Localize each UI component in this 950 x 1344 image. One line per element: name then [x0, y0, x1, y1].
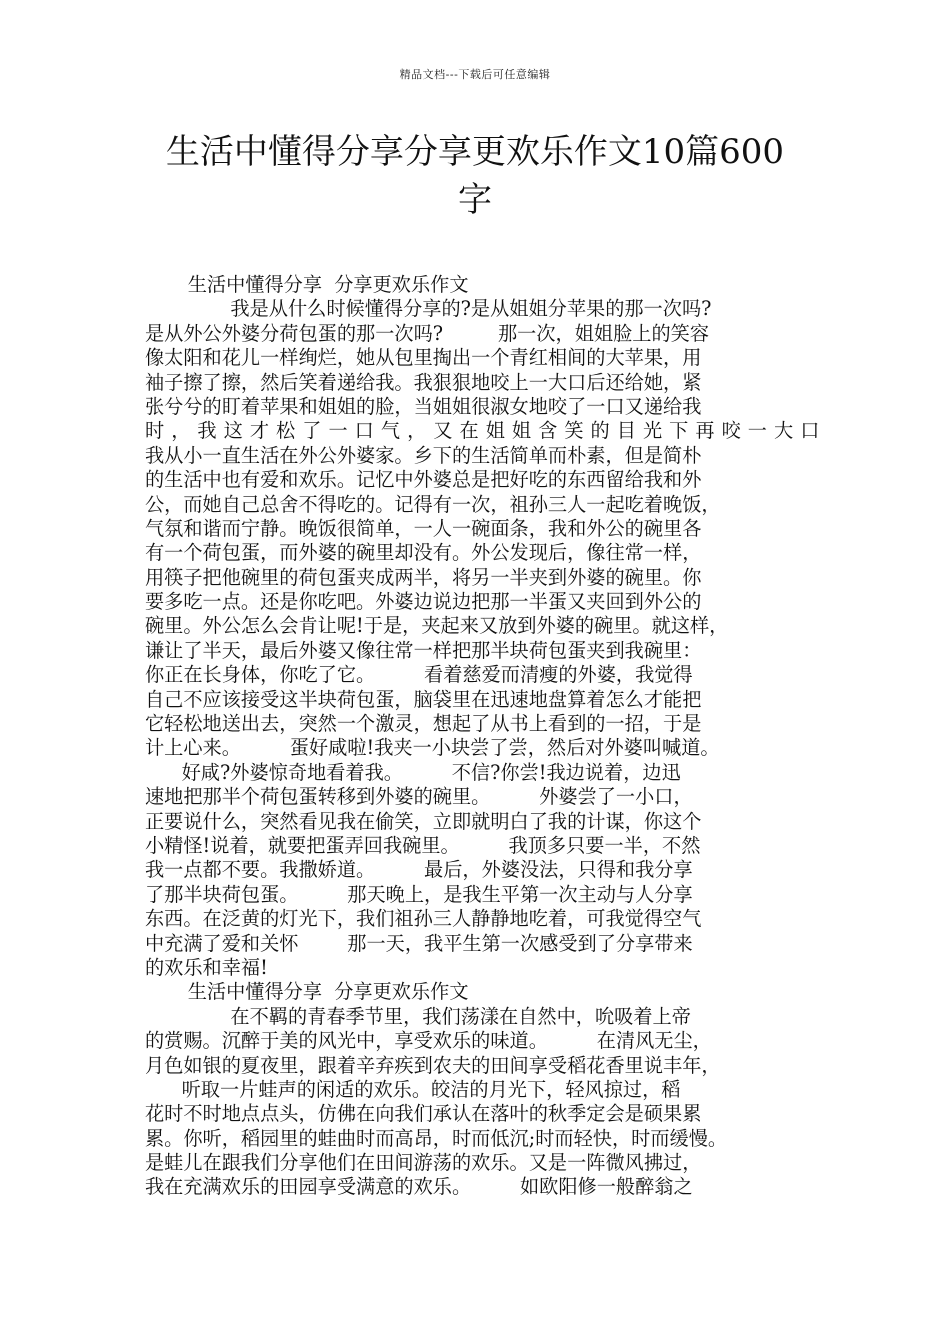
- body-line: 我一点都不要。我撒娇道。 最后，外婆没法，只得和我分享: [145, 858, 693, 882]
- body-line: 我是从什么时候懂得分享的?是从姐姐分苹果的那一次吗?: [145, 297, 712, 321]
- body-line: 气氛和谐而宁静。晚饭很简单，一人一碗面条，我和外公的碗里各: [145, 516, 702, 540]
- body-line: 我从小一直生活在外公外婆家。乡下的生活简单而朴素，但是简朴: [145, 443, 702, 467]
- body-line: 听取一片蛙声的闲适的欢乐。皎洁的月光下，轻风掠过，稻: [145, 1077, 681, 1101]
- body-line: 公，而她自己总舍不得吃的。记得有一次，祖孙三人一起吃着晚饭，: [145, 492, 721, 516]
- body-line: 它轻松地送出去，突然一个激灵，想起了从书上看到的一招，于是: [145, 712, 702, 736]
- body-line: 了那半块荷包蛋。 那天晚上，是我生平第一次主动与人分享: [145, 882, 693, 906]
- body-line: 是蛙儿在跟我们分享他们在田间游荡的欢乐。又是一阵微风拂过，: [145, 1151, 702, 1175]
- body-line: 生活中懂得分享 分享更欢乐作文: [145, 980, 469, 1004]
- title-line: 字: [458, 180, 492, 220]
- body-line: 自己不应该接受这半块荷包蛋，脑袋里在迅速地盘算着怎么才能把: [145, 687, 702, 711]
- body-line: 在不羁的青春季节里，我们荡漾在自然中，吮吸着上帝: [145, 1004, 691, 1028]
- body-line: 东西。在泛黄的灯光下，我们祖孙三人静静地吃着，可我觉得空气: [145, 907, 702, 931]
- body-line: 谦让了半天，最后外婆又像往常一样把那半块荷包蛋夹到我碗里：: [145, 638, 702, 662]
- body-line: 生活中懂得分享 分享更欢乐作文: [145, 273, 469, 296]
- body-line: 要多吃一点。还是你吃吧。外婆边说边把那一半蛋又夹回到外公的: [145, 590, 702, 614]
- title-line: 生活中懂得分享分享更欢乐作文10篇600: [165, 132, 785, 172]
- body-line: 的赏赐。沉醉于美的风光中，享受欢乐的味道。 在清风无尘，: [145, 1029, 712, 1053]
- body-line: 是从外公外婆分荷包蛋的那一次吗? 那一次，姐姐脸上的笑容: [145, 321, 710, 345]
- header-note: 精品文档---下载后可任意编辑: [399, 68, 551, 81]
- body-line: 好咸?外婆惊奇地看着我。 不信?你尝!我边说着，边迅: [145, 760, 681, 784]
- body-line: 张兮兮的盯着苹果和姐姐的脸，当姐姐很淑女地咬了一口又递给我: [145, 394, 702, 418]
- body-line: 累。你听，稻园里的蛙曲时而高昂，时而低沉;时而轻快，时而缓慢。: [145, 1126, 728, 1150]
- body-line: 袖子擦了擦，然后笑着递给我。我狠狠地咬上一大口后还给她，紧: [145, 370, 702, 394]
- body-line: 中充满了爱和关怀 那一天，我平生第一次感受到了分享带来: [145, 931, 693, 955]
- document-title: [150, 128, 800, 224]
- body-line: 用筷子把他碗里的荷包蛋夹成两半，将另一半夹到外婆的碗里。你: [145, 565, 702, 589]
- body-line: 的欢乐和幸福!: [145, 955, 268, 979]
- body-line: 时，我这才松了一口气，又在姐姐含笑的目光下再咬一大口: [145, 419, 820, 443]
- document-body: [145, 273, 820, 1200]
- body-line: 我在充满欢乐的田园享受满意的欢乐。 如欧阳修一般醉翁之: [145, 1175, 693, 1199]
- body-line: 花时不时地点点头，仿佛在向我们承认在落叶的秋季定会是硕果累: [145, 1102, 702, 1126]
- body-line: 的生活中也有爱和欢乐。记忆中外婆总是把好吃的东西留给我和外: [145, 468, 702, 492]
- body-line: 计上心来。 蛋好咸啦!我夹一小块尝了尝，然后对外婆叫喊道。: [145, 736, 720, 760]
- body-line: 正要说什么，突然看见我在偷笑，立即就明白了我的计谋，你这个: [145, 809, 702, 833]
- body-line: 你正在长身体，你吃了它。 看着慈爱而清瘦的外婆，我觉得: [145, 663, 693, 687]
- body-line: 小精怪!说着，就要把蛋弄回我碗里。 我顶多只要一半，不然: [145, 833, 701, 857]
- body-line: 有一个荷包蛋，而外婆的碗里却没有。外公发现后，像往常一样，: [145, 541, 702, 565]
- body-line: 碗里。外公怎么会肯让呢!于是，夹起来又放到外婆的碗里。就这样，: [145, 614, 729, 638]
- body-line: 速地把那半个荷包蛋转移到外婆的碗里。 外婆尝了一小口，: [145, 785, 693, 809]
- body-line: 月色如银的夏夜里，跟着辛弃疾到农夫的田间享受稻花香里说丰年，: [145, 1053, 721, 1077]
- body-line: 像太阳和花儿一样绚烂，她从包里掏出一个青红相间的大苹果，用: [145, 346, 702, 370]
